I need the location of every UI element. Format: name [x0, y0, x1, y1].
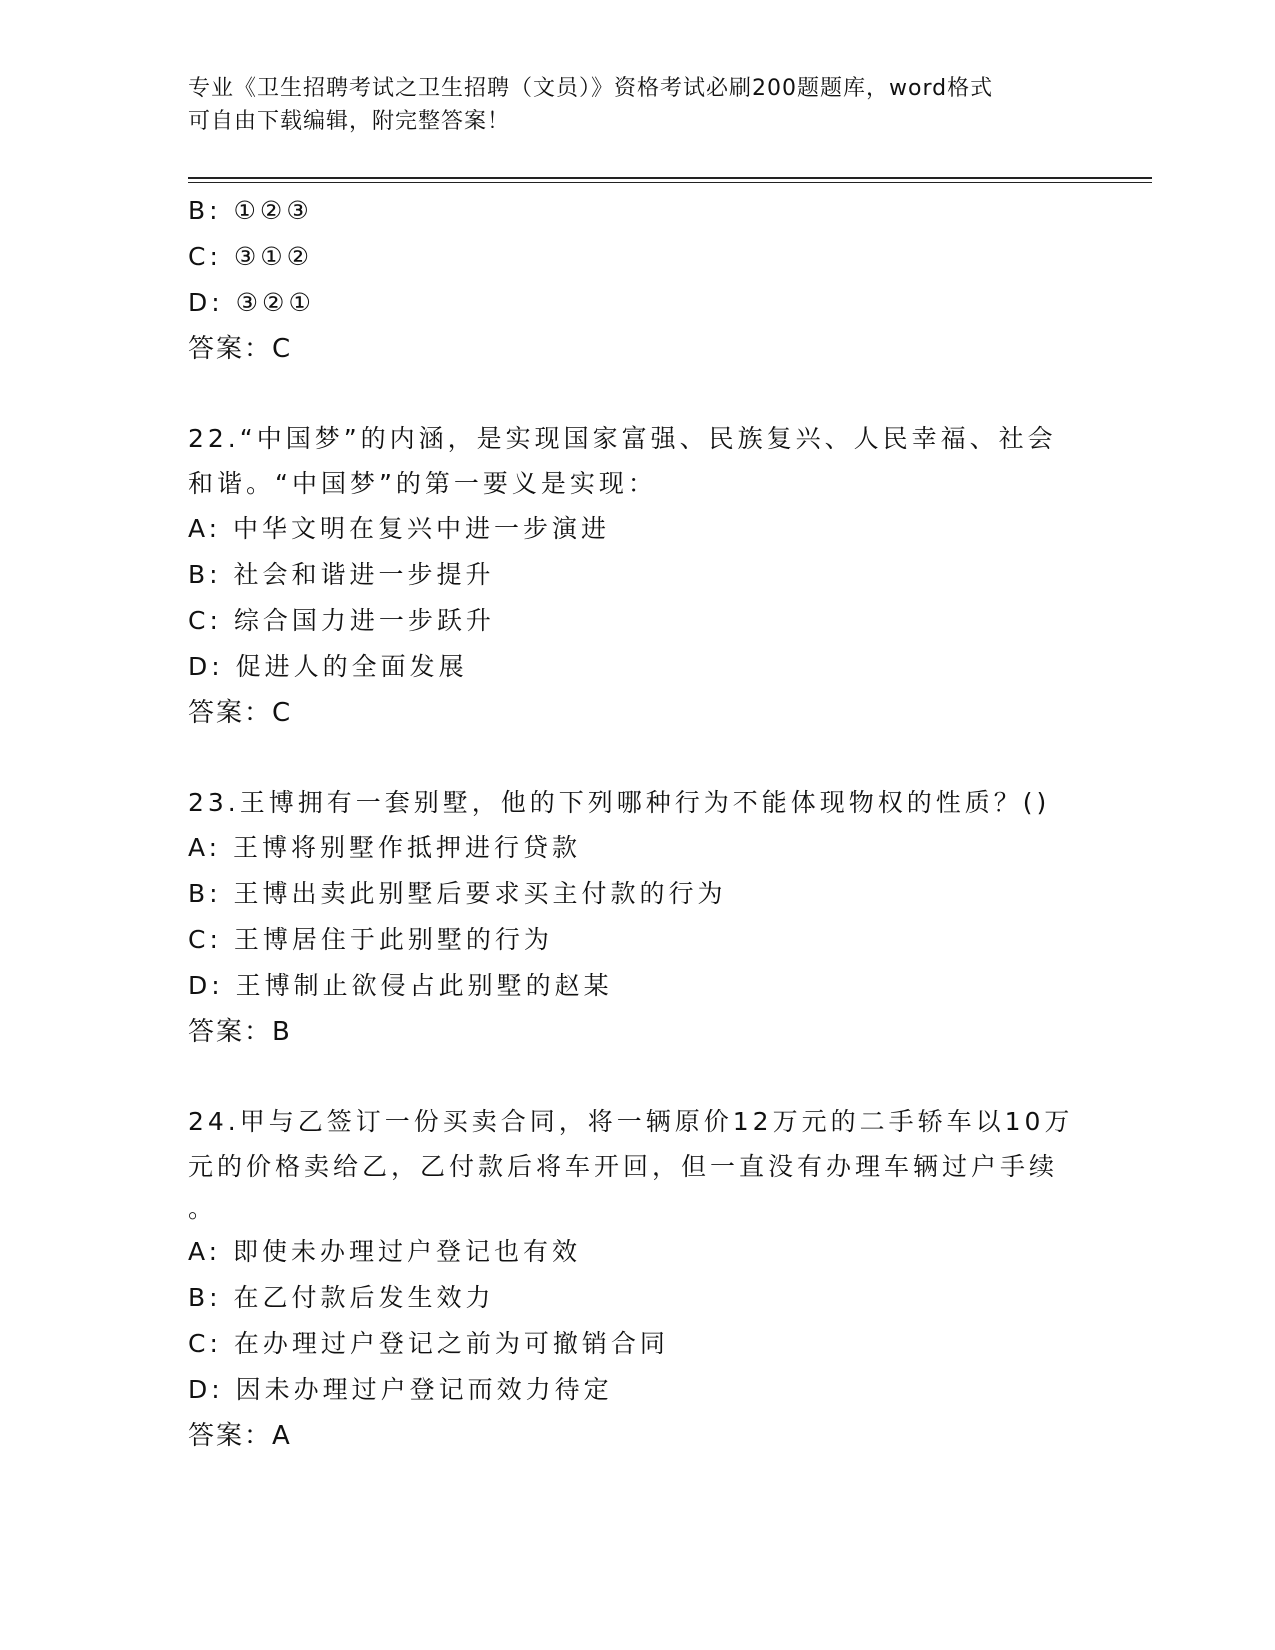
header-divider-thick: [188, 177, 1152, 179]
option-b: B: 在乙付款后发生效力: [188, 1283, 495, 1312]
option-d: D: ③②①: [188, 288, 315, 317]
option-d: D: 王博制止欲侵占此别墅的赵某: [188, 971, 613, 1000]
option-a: A: 即使未办理过户登记也有效: [188, 1237, 582, 1266]
document-body: [188, 188, 1088, 1459]
question-stem: 24.甲与乙签订一份买卖合同，将一辆原价12万元的二手轿车以10万: [188, 1107, 1074, 1136]
answer-line: 答案：C: [188, 334, 293, 364]
option-b: B: 社会和谐进一步提升: [188, 560, 495, 589]
document-header: [188, 72, 1058, 138]
question-block-21: [188, 188, 1088, 372]
question-stem: 23.王博拥有一套别墅，他的下列哪种行为不能体现物权的性质？(): [188, 788, 1051, 817]
option-d: D: 因未办理过户登记而效力待定: [188, 1375, 613, 1404]
question-spacer: [188, 372, 1088, 416]
header-line-1: 专业《卫生招聘考试之卫生招聘（文员）》资格考试必刷200题题库，word格式: [188, 76, 994, 101]
answer-line: 答案：B: [188, 1017, 292, 1047]
question-block-24: [188, 1099, 1088, 1459]
option-d: D: 促进人的全面发展: [188, 652, 468, 681]
option-c: C: ③①②: [188, 242, 314, 271]
question-stem: 22.“中国梦”的内涵，是实现国家富强、民族复兴、人民幸福、社会: [188, 424, 1057, 453]
option-a: A: 中华文明在复兴中进一步演进: [188, 514, 611, 543]
question-block-22: [188, 416, 1088, 736]
question-block-23: [188, 780, 1088, 1055]
header-divider-thin: [188, 182, 1152, 183]
header-line-2: 可自由下载编辑，附完整答案！: [188, 109, 511, 134]
option-c: C: 王博居住于此别墅的行为: [188, 925, 553, 954]
question-stem: 和谐。“中国梦”的第一要义是实现：: [188, 469, 657, 498]
answer-line: 答案：C: [188, 698, 293, 728]
option-a: A: 王博将别墅作抵押进行贷款: [188, 833, 582, 862]
option-c: C: 在办理过户登记之前为可撤销合同: [188, 1329, 669, 1358]
option-b: B: 王博出卖此别墅后要求买主付款的行为: [188, 879, 727, 908]
question-spacer: [188, 736, 1088, 780]
answer-line: 答案：A: [188, 1421, 292, 1451]
option-c: C: 综合国力进一步跃升: [188, 606, 495, 635]
question-stem: 元的价格卖给乙，乙付款后将车开回，但一直没有办理车辆过户手续: [188, 1152, 1059, 1181]
question-stem-end: 。: [188, 1194, 218, 1223]
question-spacer: [188, 1055, 1088, 1099]
option-b: B: ①②③: [188, 196, 313, 225]
